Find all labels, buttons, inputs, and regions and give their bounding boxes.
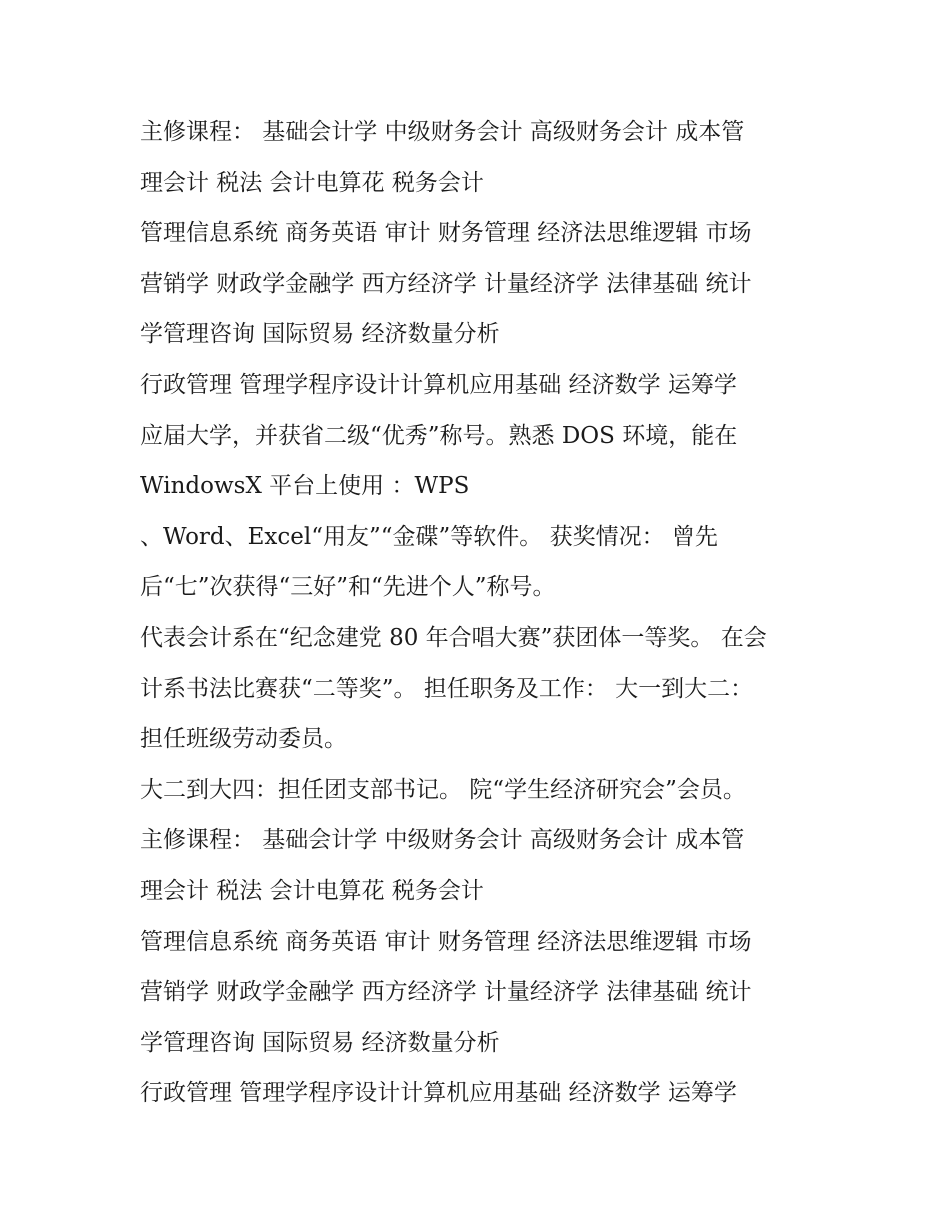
text-line: 主修课程： 基础会计学 中级财务会计 高级财务会计 成本管 bbox=[140, 827, 745, 854]
text-line: 主修课程： 基础会计学 中级财务会计 高级财务会计 成本管 bbox=[140, 119, 745, 145]
text-line: 理会计 税法 会计电算花 税务会计 bbox=[140, 877, 484, 904]
text-line: 行政管理 管理学程序设计计算机应用基础 经济数学 运筹学 bbox=[140, 371, 737, 398]
text-line: 、Word、Excel“用友”“金碟”等软件。 获奖情况： 曾先 bbox=[140, 523, 718, 550]
text-line: 行政管理 管理学程序设计计算机应用基础 经济数学 运筹学 bbox=[140, 1080, 737, 1107]
text-line: 应届大学，并获省二级“优秀”称号。熟悉 DOS 环境，能在 bbox=[140, 422, 738, 449]
text-line: 学管理咨询 国际贸易 经济数量分析 bbox=[140, 321, 500, 348]
text-line: 大二到大四：担任团支部书记。 院“学生经济研究会”会员。 bbox=[140, 776, 746, 803]
text-line: WindowsX 平台上使用 ：WPS bbox=[140, 473, 470, 500]
text-line: 代表会计系在“纪念建党 80 年合唱大赛”获团体一等奖。 在会 bbox=[140, 624, 767, 651]
text-line: 后“七”次获得“三好”和“先进个人”称号。 bbox=[140, 574, 556, 601]
document-body bbox=[140, 107, 830, 1119]
text-line: 担任班级劳动委员。 bbox=[140, 726, 347, 753]
text-line: 学管理咨询 国际贸易 经济数量分析 bbox=[140, 1029, 500, 1056]
text-line: 管理信息系统 商务英语 审计 财务管理 经济法思维逻辑 市场 bbox=[140, 220, 752, 247]
text-line: 理会计 税法 会计电算花 税务会计 bbox=[140, 169, 484, 196]
text-line: 管理信息系统 商务英语 审计 财务管理 经济法思维逻辑 市场 bbox=[140, 928, 752, 955]
text-line: 计系书法比赛获“二等奖”。 担任职务及工作： 大一到大二： bbox=[140, 675, 754, 702]
text-line: 营销学 财政学金融学 西方经济学 计量经济学 法律基础 统计 bbox=[140, 979, 752, 1006]
text-line: 营销学 财政学金融学 西方经济学 计量经济学 法律基础 统计 bbox=[140, 270, 752, 297]
